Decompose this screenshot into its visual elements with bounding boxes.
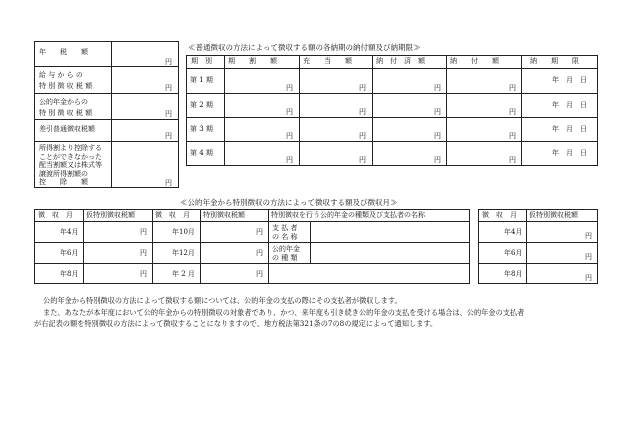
pension-special-tax-label: 公的年金からの 特 別 徴 収 税 額	[39, 98, 93, 117]
pension-month-1: 年4月	[60, 228, 79, 236]
salary-special-tax-label: 給 与 か ら の 特 別 徴 収 税 額	[39, 71, 93, 90]
period-1: 第 1 期	[190, 76, 213, 84]
next-month-1: 年4月	[504, 228, 523, 236]
dividend-deduction-label: 所得割より控除する ことができなかった 配当割額又は株式等 譲渡所得割額の 控 除 額	[39, 144, 102, 187]
col-period: 期 別	[191, 57, 212, 65]
annual-tax-unit: 円	[165, 58, 172, 66]
ordinary-tax-unit: 円	[165, 132, 172, 140]
pension-col-month-2: 徴 収 月	[155, 211, 190, 219]
pension-month-6: 年 2 月	[172, 270, 195, 278]
pension-month-4: 年10月	[172, 228, 195, 236]
pension-month-2: 年6月	[60, 249, 79, 257]
pension-col-prov-tax: 仮特別徴収税額	[86, 211, 135, 219]
ordinary-tax-label: 差引普通徴収税額	[39, 125, 95, 133]
pension-col-tax: 特別徴収税額	[203, 211, 245, 219]
period-3: 第 3 期	[190, 125, 213, 133]
tax-summary-divider	[111, 41, 112, 188]
next-col-month: 徴 収 月	[482, 211, 517, 219]
due-1: 年 月 日	[552, 76, 587, 84]
col-due-date: 納 期 限	[530, 57, 579, 65]
col-paid: 納 付 済 額	[376, 57, 425, 65]
note-2: また、あなたが本年度において公的年金からの特別徴収の対象者であり、かつ、来年度も引き続き公的年金の支払を受ける場合は、公的年金の支払者	[43, 308, 525, 317]
pension-month-5: 年12月	[172, 249, 195, 257]
note-1: 公的年金から特別徴収の方法によって徴収する額については、公的年金の支払の際にその支払者が徴収します。	[43, 296, 402, 305]
col-payment: 納 付 額	[450, 57, 499, 65]
pension-type-label: 公的年金 の 種 類	[272, 245, 300, 262]
payer-name-label: 支 払 者 の 名 称	[272, 224, 298, 241]
pension-col-month: 徴 収 月	[38, 211, 73, 219]
due-4: 年 月 日	[552, 149, 587, 157]
due-2: 年 月 日	[552, 101, 587, 109]
pension-special-tax-unit: 円	[165, 110, 172, 118]
period-2: 第 2 期	[190, 101, 213, 109]
ordinary-table	[186, 55, 598, 166]
pension-title: ≪公的年金から特別徴収の方法によって徴収する額及び徴収月≫	[180, 198, 398, 207]
col-installment: 期 割 額	[228, 57, 277, 65]
ordinary-title: ≪普通徴収の方法によって徴収する額の各納期の納付額及び納期限≫	[188, 43, 421, 52]
next-month-3: 年8月	[504, 270, 523, 278]
col-appropriation: 充 当 額	[303, 57, 352, 65]
pension-col-payer: 特別徴収を行う公的年金の種類及び支払者の名称	[271, 211, 425, 219]
pension-month-3: 年8月	[60, 270, 79, 278]
dividend-deduction-unit: 円	[165, 179, 172, 187]
next-col-prov-tax: 仮特別徴収税額	[529, 211, 578, 219]
salary-special-tax-unit: 円	[165, 84, 172, 92]
annual-tax-label: 年 税 額	[39, 48, 88, 56]
due-3: 年 月 日	[552, 125, 587, 133]
next-month-2: 年6月	[504, 249, 523, 257]
period-4: 第 4 期	[190, 149, 213, 157]
note-3: が右記表の額を特別徴収の方法によって徴収することになりますので、地方税法第321条の7の8の規定によって通知します。	[34, 319, 438, 328]
